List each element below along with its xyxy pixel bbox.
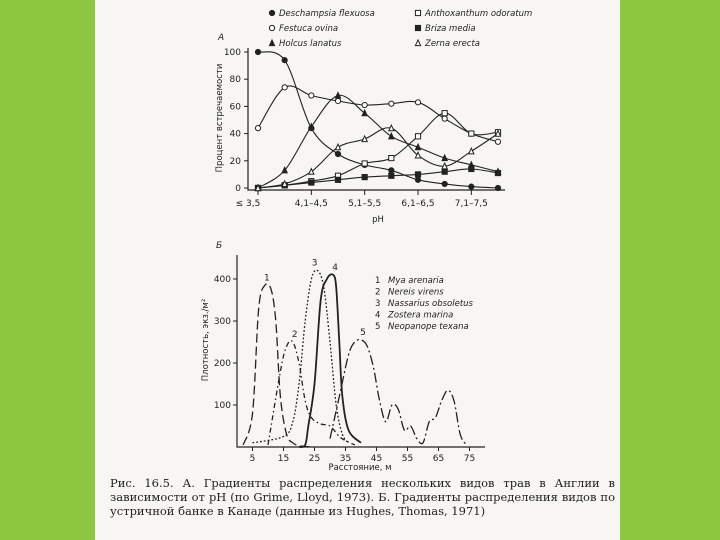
chart-a-data-point xyxy=(309,180,314,185)
chart-a-legend-item xyxy=(415,24,475,34)
chart-a-data-point xyxy=(335,144,340,150)
chart-b-series-4 xyxy=(299,263,361,447)
chart-a xyxy=(215,9,532,225)
chart-b-legend-number: 2 xyxy=(375,287,381,298)
chart-a-legend-marker xyxy=(415,40,420,46)
chart-a-ytick-label: 20 xyxy=(229,156,241,167)
chart-a-data-point xyxy=(389,155,394,160)
chart-a-data-point xyxy=(335,177,340,182)
chart-a-legend-label: Festuca ovina xyxy=(279,24,339,34)
chart-a-ytick-label: 80 xyxy=(229,75,241,86)
chart-a-legend-item xyxy=(269,24,338,34)
chart-a-series-4 xyxy=(255,111,500,191)
chart-a-data-point xyxy=(415,152,420,158)
chart-a-ytick-label: 40 xyxy=(229,129,241,140)
chart-a-xlabel: pH xyxy=(372,215,384,225)
chart-a-data-point xyxy=(442,155,447,161)
chart-a-legend-marker xyxy=(415,10,420,15)
chart-a-data-point xyxy=(495,170,500,175)
chart-a-data-point xyxy=(362,136,367,142)
chart-a-xtick-label: 6,1–6,5 xyxy=(401,199,435,209)
chart-a-data-point xyxy=(389,168,394,173)
chart-b-series-number: 4 xyxy=(332,262,338,273)
chart-b-legend-label: Nereis virens xyxy=(388,287,444,298)
chart-a-ytick-label: 100 xyxy=(223,48,241,58)
chart-b-axes xyxy=(237,255,485,447)
chart-b-xtick-label: 65 xyxy=(432,454,445,464)
chart-b-series-5 xyxy=(330,328,466,445)
chart-a-xtick-label: ≤ 3,5 xyxy=(235,199,261,209)
chart-a-data-point xyxy=(415,177,420,182)
chart-b-xlabel: Расстояние, м xyxy=(328,463,392,473)
chart-b xyxy=(201,241,485,473)
chart-a-series-6 xyxy=(255,125,500,191)
chart-b-xtick-label: 25 xyxy=(308,454,321,464)
chart-a-data-point xyxy=(469,166,474,171)
chart-a-series-line xyxy=(258,86,498,142)
chart-a-ytick-label: 0 xyxy=(235,184,241,194)
chart-a-series-line xyxy=(258,169,498,188)
chart-b-ytick-label: 100 xyxy=(213,401,231,411)
chart-a-panel-label: А xyxy=(218,33,225,43)
chart-a-ylabel: Процент встречаемости xyxy=(215,63,225,173)
chart-a-legend-item xyxy=(269,9,374,19)
chart-a-data-point xyxy=(362,175,367,180)
chart-a-legend-item xyxy=(415,9,532,19)
chart-a-data-point xyxy=(335,151,340,156)
chart-a-data-point xyxy=(389,133,394,139)
chart-a-data-point xyxy=(442,116,447,121)
chart-b-legend-label: Nassarius obsoletus xyxy=(388,299,473,309)
chart-b-legend-item xyxy=(375,276,444,286)
chart-b-legend-label: Zostera marina xyxy=(388,310,454,321)
chart-a-data-point xyxy=(255,126,260,131)
chart-a-series-2 xyxy=(255,85,500,145)
chart-b-legend-number: 4 xyxy=(375,310,381,321)
chart-b-series-line xyxy=(330,340,466,445)
chart-a-series-line xyxy=(258,52,498,188)
chart-b-ytick-label: 200 xyxy=(213,359,231,369)
chart-a-data-point xyxy=(389,101,394,106)
chart-a-legend-item xyxy=(415,39,480,49)
chart-b-series-number: 1 xyxy=(264,273,270,284)
chart-b-ytick-label: 300 xyxy=(213,317,231,327)
chart-a-legend-label: Briza media xyxy=(425,24,476,34)
chart-a-series-5 xyxy=(255,166,500,190)
chart-a-series-line xyxy=(258,95,498,188)
chart-a-legend-marker xyxy=(269,40,274,46)
chart-b-xtick-label: 35 xyxy=(339,454,352,464)
chart-b-legend-item xyxy=(375,322,469,332)
figure-caption: Рис. 16.5. А. Градиенты распределения нескольких видов трав в Англии в зависимости от pH (по Grime, Lloyd, 1973). Б. Градиенты распределения видов по устричной банке в Канаде (данные из Hughes, Thomas, 1971) xyxy=(110,476,615,518)
chart-b-legend-label: Neopanope texana xyxy=(388,322,469,332)
chart-a-data-point xyxy=(389,125,394,131)
chart-a-legend-marker xyxy=(415,25,420,30)
chart-a-data-point xyxy=(442,111,447,116)
chart-b-legend-item xyxy=(375,311,453,321)
chart-b-panel-label: Б xyxy=(216,241,223,251)
chart-a-data-point xyxy=(389,173,394,178)
chart-b-ytick-label: 400 xyxy=(213,275,231,285)
chart-b-series-number: 5 xyxy=(360,327,366,338)
chart-a-legend-label: Zerna erecta xyxy=(425,39,481,49)
chart-b-series-1 xyxy=(243,273,311,447)
chart-b-legend-label: Mya arenaria xyxy=(388,276,444,286)
chart-a-data-point xyxy=(282,85,287,90)
chart-a-data-point xyxy=(495,139,500,144)
chart-b-xtick-label: 45 xyxy=(370,454,383,464)
chart-b-legend-number: 3 xyxy=(375,299,381,309)
chart-b-xtick-label: 5 xyxy=(249,454,256,464)
chart-a-legend-label: Holcus lanatus xyxy=(279,39,342,49)
chart-a-xtick-label: 5,1–5,5 xyxy=(348,199,382,209)
chart-a-data-point xyxy=(415,134,420,139)
chart-a-data-point xyxy=(282,58,287,63)
chart-b-series-3 xyxy=(253,259,349,443)
chart-a-data-point xyxy=(442,169,447,174)
chart-a-data-point xyxy=(309,93,314,98)
chart-a-series-line xyxy=(258,128,498,188)
chart-a-legend-label: Anthoxanthum odoratum xyxy=(425,9,533,19)
chart-a-ytick-label: 60 xyxy=(229,102,241,113)
chart-a-data-point xyxy=(415,172,420,177)
chart-b-xtick-label: 75 xyxy=(463,454,476,464)
chart-a-data-point xyxy=(309,169,314,175)
chart-b-series-number: 2 xyxy=(291,330,298,340)
chart-b-ylabel: Плотность, экз./м² xyxy=(201,298,211,382)
chart-a-legend-label: Deschampsia flexuosa xyxy=(279,9,375,19)
chart-b-legend-item xyxy=(375,299,474,309)
chart-a-data-point xyxy=(255,49,260,54)
chart-b-xtick-label: 15 xyxy=(277,454,290,464)
chart-a-data-point xyxy=(469,131,474,136)
chart-a-data-point xyxy=(469,184,474,189)
chart-b-legend-number: 5 xyxy=(375,322,381,332)
chart-a-legend-item xyxy=(269,39,342,49)
chart-a-data-point xyxy=(335,98,340,103)
chart-a-data-point xyxy=(362,161,367,166)
chart-a-data-point xyxy=(415,100,420,105)
chart-a-data-point xyxy=(495,185,500,190)
chart-b-legend-number: 1 xyxy=(375,276,381,286)
chart-a-data-point xyxy=(415,144,420,150)
chart-b-series-number: 3 xyxy=(311,258,318,269)
chart-a-xtick-label: 7,1–7,5 xyxy=(454,199,488,209)
chart-b-xtick-label: 55 xyxy=(401,454,414,464)
chart-a-xtick-label: 4,1–4,5 xyxy=(294,199,328,209)
chart-a-data-point xyxy=(469,148,474,154)
chart-a-legend-marker xyxy=(269,25,274,30)
chart-a-data-point xyxy=(442,181,447,186)
chart-a-data-point xyxy=(282,181,287,187)
chart-a-data-point xyxy=(362,102,367,107)
chart-a-legend-marker xyxy=(269,10,274,15)
chart-a-data-point xyxy=(335,92,340,98)
chart-a-data-point xyxy=(442,163,447,169)
chart-b-legend-item xyxy=(375,288,444,298)
